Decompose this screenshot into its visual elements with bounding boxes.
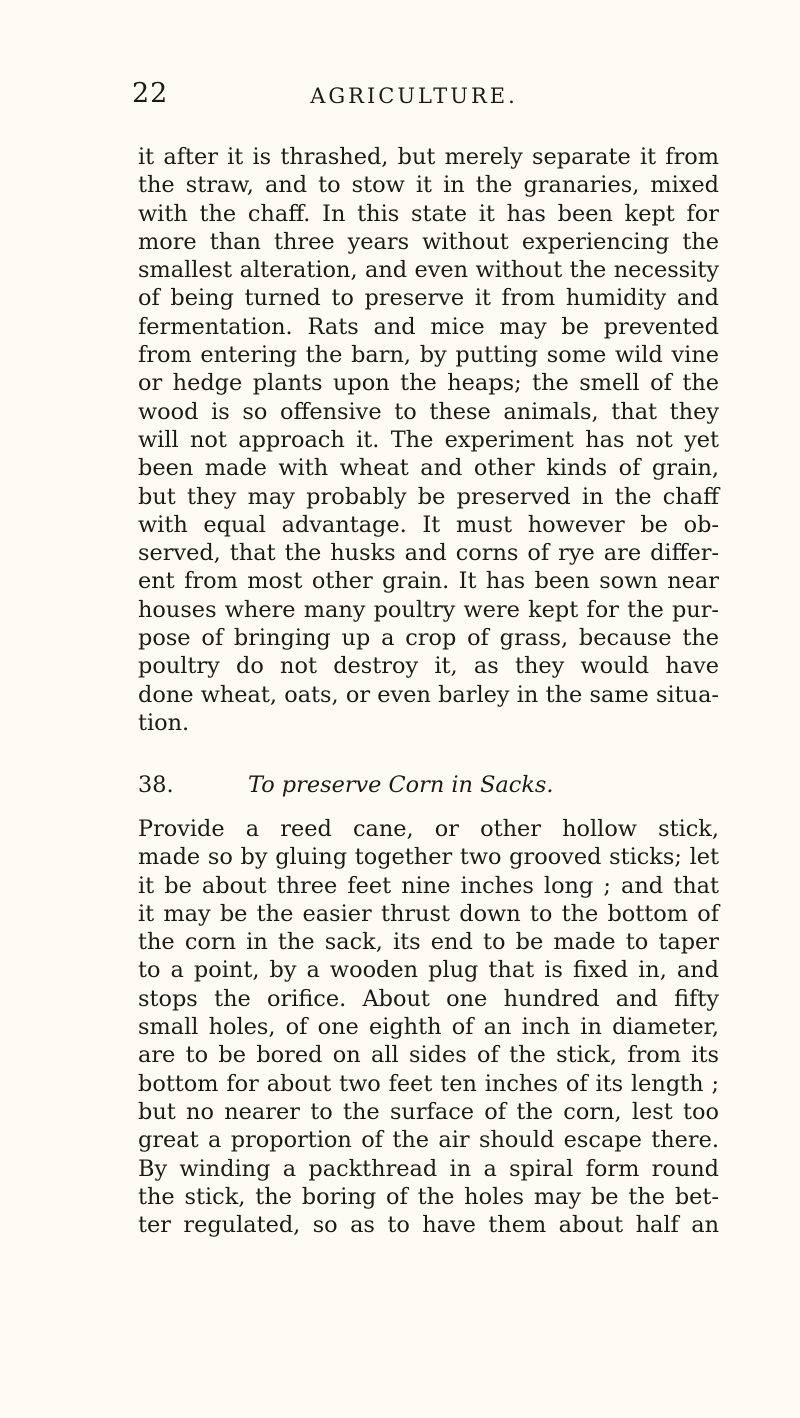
text-line: tion.	[138, 709, 190, 736]
paragraph-continuation	[138, 143, 719, 737]
text-line: with equal advantage. It must however be ob-	[138, 511, 719, 538]
text-line: ent from most other grain. It has been sown near	[138, 568, 719, 595]
text-line: will not approach it. The experiment has not yet	[138, 426, 719, 453]
text-line: with the chaff. In this state it has been kept for	[138, 200, 719, 227]
text-line: fermentation. Rats and mice may be prevented	[138, 313, 719, 340]
text-line: the corn in the sack, its end to be made to taper	[138, 929, 719, 956]
paragraph-section-body	[138, 815, 719, 1239]
text-line: ter regulated, so as to have them about half an	[138, 1212, 719, 1239]
text-line: pose of bringing up a crop of grass, because the	[138, 625, 719, 652]
text-line: from entering the barn, by putting some wild vine	[138, 342, 719, 369]
text-line: wood is so offensive to these animals, that they	[138, 398, 719, 425]
section-number: 38.	[138, 772, 174, 798]
text-line: served, that the husks and corns of rye are differ-	[138, 540, 719, 567]
text-line: it may be the easier thrust down to the bottom of	[138, 900, 719, 927]
text-line: are to be bored on all sides of the stick, from its	[138, 1042, 719, 1069]
text-line: Provide a reed cane, or other hollow stick,	[138, 816, 719, 842]
text-line: it after it is thrashed, but merely separate it from	[138, 144, 719, 170]
text-line: done wheat, oats, or even barley in the same situa-	[138, 681, 719, 708]
text-line: or hedge plants upon the heaps; the smell of the	[138, 370, 719, 397]
text-line: By winding a packthread in a spiral form round	[138, 1155, 719, 1182]
page-number: 22	[132, 78, 169, 109]
text-line: it be about three feet nine inches long ; and that	[138, 872, 719, 899]
text-line: houses where many poultry were kept for the pur-	[138, 596, 719, 623]
text-line: but they may probably be preserved in the chaff	[138, 483, 719, 510]
text-line: poultry do not destroy it, as they would have	[138, 653, 719, 680]
text-line: great a proportion of the air should escape there.	[138, 1127, 719, 1154]
page-header	[132, 78, 712, 118]
text-line: of being turned to preserve it from humidity and	[138, 285, 719, 312]
running-head-text: AGRICULTURE.	[310, 84, 518, 108]
text-line: but no nearer to the surface of the corn, lest too	[138, 1098, 719, 1125]
section-title: To preserve Corn in Sacks.	[248, 772, 554, 798]
text-line: bottom for about two feet ten inches of its length ;	[138, 1070, 719, 1097]
text-line: smallest alteration, and even without the necessity	[138, 257, 719, 284]
text-line: the stick, the boring of the holes may be the bet-	[138, 1183, 719, 1210]
text-line: been made with wheat and other kinds of grain,	[138, 455, 719, 482]
section-heading	[138, 771, 719, 799]
text-line: more than three years without experiencing the	[138, 228, 719, 255]
text-line: the straw, and to stow it in the granaries, mixed	[138, 172, 719, 199]
text-line: to a point, by a wooden plug that is fixed in, and	[138, 957, 719, 984]
running-head	[186, 84, 712, 108]
text-line: small holes, of one eighth of an inch in diameter,	[138, 1014, 719, 1041]
text-line: stops the orifice. About one hundred and fifty	[138, 985, 719, 1012]
text-line: made so by gluing together two grooved sticks; let	[138, 844, 719, 871]
